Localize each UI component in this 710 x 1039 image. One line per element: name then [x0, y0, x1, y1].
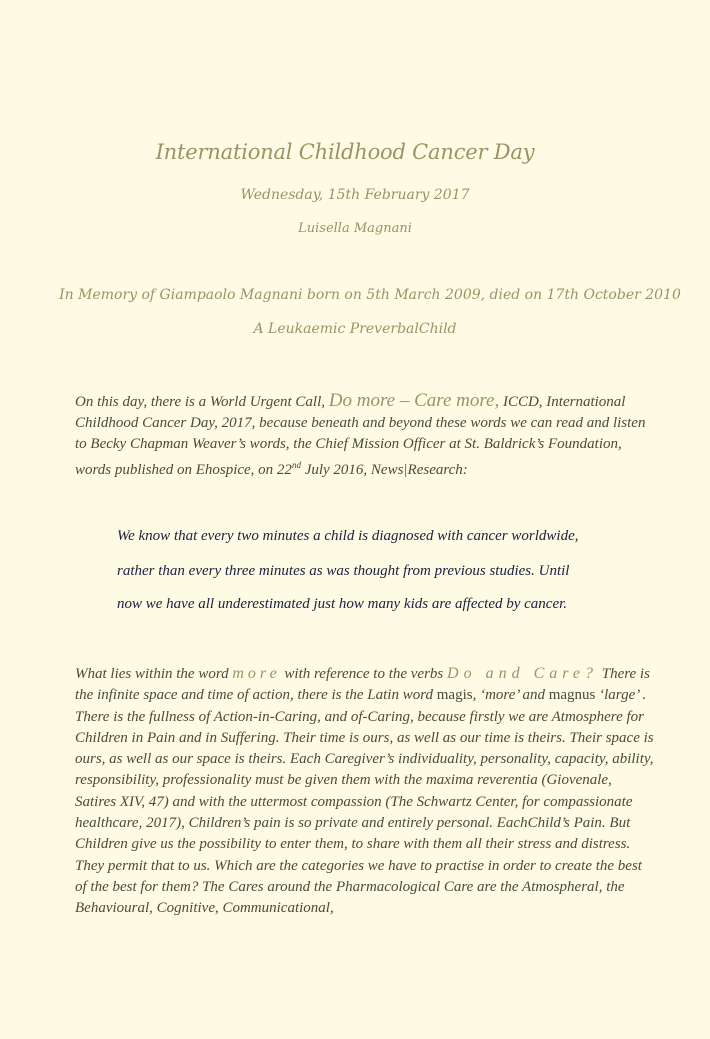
intro-text-1: On this day, there is a World Urgent Call, [75, 394, 329, 410]
quote-line-1: We know that every two minutes a child is diagnosed with cancer worldwide, [117, 528, 579, 544]
intro-highlight: Do more – Care more, [328, 390, 500, 411]
document-title: International Childhood Cancer Day [155, 140, 535, 164]
word-more: more [232, 665, 281, 682]
body-text-b: with reference to the verbs [280, 666, 448, 682]
body-text-c: There is the infinite space and time of action, there is the Latin word [75, 666, 650, 704]
intro-superscript: nd [291, 460, 301, 470]
intro-text-3: July 2016, News|Research: [300, 462, 468, 478]
body-text-e: ‘large’ . There is the fullness of Action-in-Caring, and of-Caring, because firstly we are Atmosphere for Children in Pain and in Suffering. Their time is ours, as well as our time is theirs. Their space is ours, as well as our space is theirs. Each Caregiver’s individuality, personality, capacity, ability, responsibility, professionality must be given them with the maxima reverentia (Giovenale, Satires XIV, 47) and with the uttermost compassion (The Schwartz Center, for compassionate healthcare, 2017), Children’s pain is so private and entirely personal. EachChild’s Pain. But Children give us the possibility to enter them, to share with them all their stress and distress. They permit that to us. Which are the categories we have to practise in order to create the best of the best for them? The Cares around the Pharmacological Care are the Atmospheral, the Behavioural, Cognitive, Communicational, [75, 687, 654, 917]
body-paragraph [75, 663, 655, 920]
words-do-care: Do and Care? [447, 665, 598, 682]
word-magnus: magnus [548, 687, 596, 704]
quote-line-3: now we have all underestimated just how many kids are affected by cancer. [117, 596, 568, 612]
word-magis: magis [436, 687, 473, 704]
body-text-a: What lies within the word [75, 666, 233, 682]
quote-line-2: rather than every three minutes as was thought from previous studies. Until [117, 563, 570, 579]
memorial-subtitle: A Leukaemic PreverbalChild [253, 321, 457, 337]
memorial-line: In Memory of Giampaolo Magnani born on 5th March 2009, died on 17th October 2010 [59, 287, 681, 303]
intro-paragraph [75, 390, 655, 481]
body-text-d: , ‘more’ and [472, 687, 549, 704]
document-author: Luisella Magnani [298, 221, 412, 236]
intro-text-2: ICCD, International Childhood Cancer Day, 2017, because beneath and beyond these words we can read and listen to Becky Chapman Weaver’s words, the Chief Mission Officer at St. Baldrick’s Foundation, words published on Ehospice, on 22 [75, 394, 646, 478]
document-date: Wednesday, 15th February 2017 [240, 187, 470, 203]
